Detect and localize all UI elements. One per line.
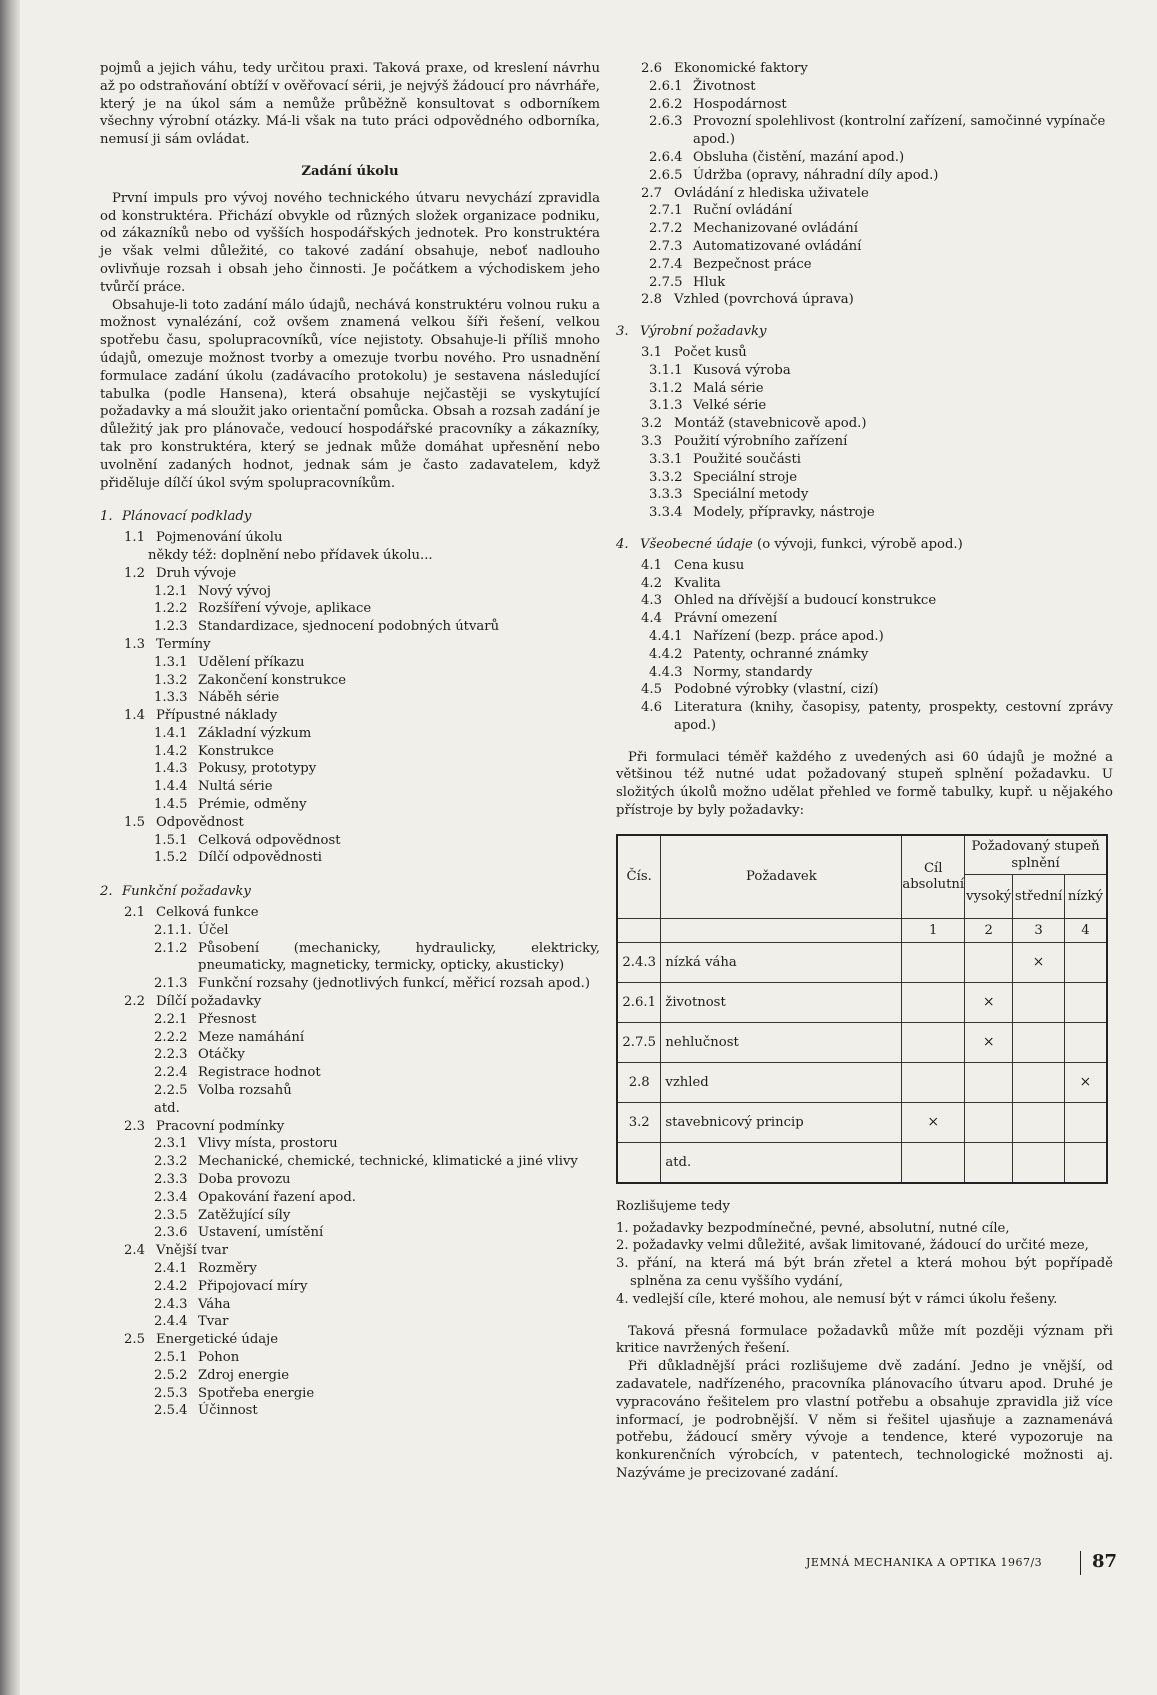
journal-footer: JEMNÁ MECHANIKA A OPTIKA 1967/3 (806, 1556, 1043, 1569)
page-number: 87 (1092, 1551, 1118, 1572)
list-item: 2.4.1 Rozměry (154, 1261, 257, 1276)
list-item: 2.2.3 Otáčky (154, 1047, 245, 1063)
check-mark: × (1013, 943, 1064, 983)
row-requirement: životnost (661, 983, 902, 1023)
list-item: 2.5.2 Zdroj energie (154, 1367, 289, 1383)
list-item: 2.7.2 Mechanizované ovládání (649, 221, 858, 237)
list-item: 2.4 Vnější tvar (124, 1243, 229, 1259)
check-mark: × (965, 1023, 1013, 1063)
table-row (617, 1143, 1107, 1183)
list-item: 3.3.1 Použité součásti (649, 451, 801, 467)
paragraph: Při důkladnější práci rozlišujeme dvě zadání. Jedno je vnější, od zadavatele, nadřízeného, pracovníka plánovacího útvaru apod. Druhé je vypracováno řešitelem pro vlastní potřebu a obsahuje zpravidla již více informací, je podrobnější. V něm si řešitel ujasňuje a zaznamenává potřebu, žádoucí směry vývoje a tendence, které vypozoruje na konkurenčních výrobcích, v patentech, technologické možnosti aj. Nazýváme je precizované zadání. (616, 1359, 1113, 1482)
right-column (616, 60, 1113, 1483)
list-note: někdy též: doplnění nebo přídavek úkolu... (148, 547, 433, 563)
requirements-table (616, 834, 1108, 1184)
list-item: 4.3 Ohled na dřívější a budoucí konstrukce (641, 593, 937, 609)
list-item: 4.4.3 Normy, standardy (649, 664, 813, 680)
row-number: 3.2 (617, 1103, 661, 1143)
row-requirement: nehlučnost (661, 1023, 902, 1063)
table-row (617, 983, 1107, 1023)
list-item: 2.7.5 Hluk (649, 274, 726, 290)
list-item: 3.3.2 Speciální stroje (649, 469, 798, 485)
row-number: 2.7.5 (617, 1023, 661, 1063)
list-item: 2.7.3 Automatizované ovládání (649, 238, 862, 254)
header-stredni: střední (1013, 875, 1064, 919)
section-heading: Zadání úkolu (301, 163, 399, 179)
cell (661, 919, 902, 943)
list-item: 1.1 Pojmenování úkolu (124, 530, 283, 546)
row-number: 2.8 (617, 1063, 661, 1103)
list-item: 1.3.3 Náběh série (154, 690, 280, 706)
list-item: 1.3.2 Zakončení konstrukce (154, 672, 347, 688)
list-item: 2.3.3 Doba provozu (154, 1172, 291, 1188)
col-number: 3 (1013, 919, 1064, 943)
list-item: 2.6.5 Údržba (opravy, náhradní díly apod.) (649, 167, 939, 183)
list-item: 2.3.2 Mechanické, chemické, technické, klimatické a jiné vlivy (154, 1154, 578, 1170)
list-section-2: 2. Funkční požadavky (100, 884, 251, 900)
list-item: 2.7.4 Bezpečnost práce (649, 256, 812, 272)
list-note: atd. (154, 1100, 180, 1116)
list-item: 2.2.2 Meze namáhání (154, 1029, 305, 1045)
left-column (100, 60, 600, 1420)
paragraph: První impuls pro vývoj nového technického útvaru nevychází zpravidla od konstruktéra. Přichází obvykle od různých složek organizace podniku, od zákazníků nebo od vyšších hospodářských jednotek. Pro konstruktéra je však velmi důležité, co takové zadání obsahuje, neboť nadlouho ovlivňuje rozsah i obsah jeho činnosti. Je počátkem a východiskem jeho tvůrčí práce. (100, 190, 600, 295)
list-section-3: 3. Výrobní požadavky (616, 324, 767, 340)
cell (617, 919, 661, 943)
list-item: 2.3.4 Opakování řazení apod. (154, 1189, 356, 1205)
footer-separator (1080, 1551, 1081, 1575)
list-item: 2.1.2 Působení (mechanicky, hydraulicky, elektricky, pneumaticky, magneticky, termicky, opticky, akusticky) (154, 940, 600, 974)
list-section-1: 1. Plánovací podklady (100, 509, 252, 525)
list-item: 3.1 Počet kusů (641, 344, 747, 360)
header-cil: Cíl absolutní (902, 835, 965, 919)
header-stupen: Požadovaný stupeň splnění (965, 835, 1107, 875)
list-item: 4.4.1 Nařízení (bezp. práce apod.) (649, 628, 884, 644)
col-number: 4 (1064, 919, 1107, 943)
list-item: 2.2.4 Registrace hodnot (154, 1065, 321, 1081)
list-item: 1.4 Přípustné náklady (124, 708, 278, 724)
list-item: 2.1.3 Funkční rozsahy (jednotlivých funkcí, měřicí rozsah apod.) (154, 976, 590, 992)
list-item: 1.3.1 Udělení příkazu (154, 654, 305, 670)
intro-paragraph: pojmů a jejich váhu, tedy určitou praxi. Taková praxe, od kreslení návrhu až po odstraňování obtíží v ověřovací sérii, je nejvýš žádoucí pro návrháře, který je na úkol sám a nemůže průběžně konsultovat s odborníkem všechny výrobní otázky. Má-li však na tuto práci odpovědného odborníka, nemusí ji sám ovládat. (100, 61, 600, 148)
list-item: 3.1.2 Malá série (649, 380, 764, 396)
list-item: 4.1 Cena kusu (641, 557, 745, 573)
list-item: 1.5 Odpovědnost (124, 814, 244, 830)
list-item: 2.6.1 Životnost (649, 78, 756, 94)
table-row (617, 943, 1107, 983)
list-item: 2.5.1 Pohon (154, 1349, 240, 1365)
list-item: 3.3.4 Modely, přípravky, nástroje (649, 505, 875, 521)
row-requirement: stavebnicový princip (661, 1103, 902, 1143)
row-number: 2.4.3 (617, 943, 661, 983)
list-item: 2.4.2 Připojovací míry (154, 1278, 308, 1294)
list-item: 4. vedlejší cíle, které mohou, ale nemusí být v rámci úkolu řešeny. (616, 1291, 1058, 1307)
list-item: 1.2.3 Standardizace, sjednocení podobných útvarů (154, 619, 500, 635)
col-number: 1 (902, 919, 965, 943)
check-mark: × (902, 1103, 965, 1143)
list-item: 2.6.3 Provozní spolehlivost (kontrolní zařízení, samočinné vypínače apod.) (649, 114, 1106, 148)
paragraph: Při formulaci téměř každého z uvedených asi 60 údajů je možné a většinou též nutné udat požadovaný stupeň splnění požadavku. U složitých úkolů možno udělat přehled ve formě tabulky, kupř. u nějakého přístroje by byly požadavky: (616, 749, 1113, 819)
list-item: 2.1.1. Účel (154, 922, 229, 938)
paragraph-label: Rozlišujeme tedy (616, 1198, 730, 1214)
list-item: 2.2 Dílčí požadavky (124, 994, 262, 1010)
header-cis: Čís. (617, 835, 661, 919)
list-item: 2.5 Energetické údaje (124, 1332, 279, 1348)
list-item: 3.2 Montáž (stavebnicově apod.) (641, 416, 867, 432)
list-item: 2.6.2 Hospodárnost (649, 96, 787, 112)
list-item: 1.2.2 Rozšíření vývoje, aplikace (154, 601, 372, 617)
list-item: 1.4.5 Prémie, odměny (154, 797, 307, 813)
list-item: 2. požadavky velmi důležité, avšak limitované, žádoucí do určité meze, (616, 1238, 1089, 1254)
row-number (617, 1143, 661, 1183)
list-item: 2.7 Ovládání z hlediska uživatele (641, 185, 869, 201)
row-requirement: atd. (661, 1143, 902, 1183)
list-item: 2.5.4 Účinnost (154, 1403, 258, 1419)
list-item: 3.3.3 Speciální metody (649, 487, 809, 503)
list-item: 4.4.2 Patenty, ochranné známky (649, 646, 869, 662)
list-item: 2.2.1 Přesnost (154, 1011, 257, 1027)
table-row (617, 1103, 1107, 1143)
header-nizky: nízký (1064, 875, 1107, 919)
list-item: 1.2.1 Nový vývoj (154, 583, 271, 599)
list-item: 4.5 Podobné výrobky (vlastní, cizí) (641, 682, 879, 698)
list-item: 1.5.1 Celková odpovědnost (154, 832, 341, 848)
check-mark: × (965, 983, 1013, 1023)
row-number: 2.6.1 (617, 983, 661, 1023)
list-item: 1.4.3 Pokusy, prototypy (154, 761, 317, 777)
header-pozadavek: Požadavek (661, 835, 902, 919)
list-item: 3.1.1 Kusová výroba (649, 362, 791, 378)
list-item: 2.1 Celková funkce (124, 905, 259, 921)
list-item: 3. přání, na která má být brán zřetel a která mohou být popřípadě splněna za cenu vyššího vydání, (616, 1256, 1113, 1290)
list-item: 1.4.4 Nultá série (154, 779, 273, 795)
page-shadow-edge (0, 0, 20, 1695)
list-item: 2.3 Pracovní podmínky (124, 1118, 285, 1134)
list-item: 2.7.1 Ruční ovládání (649, 203, 793, 219)
list-item: 2.3.1 Vlivy místa, prostoru (154, 1136, 338, 1152)
check-mark: × (1064, 1063, 1107, 1103)
table-row (617, 1023, 1107, 1063)
list-item: 1.2 Druh vývoje (124, 565, 237, 581)
list-item: 4.2 Kvalita (641, 575, 721, 591)
list-item: 2.3.5 Zatěžující síly (154, 1207, 291, 1223)
list-item: 2.5.3 Spotřeba energie (154, 1385, 315, 1401)
distinction-list (616, 1220, 1113, 1309)
list-item: 3.1.3 Velké série (649, 398, 767, 414)
list-item: 2.4.3 Váha (154, 1296, 231, 1312)
list-item: 2.8 Vzhled (povrchová úprava) (641, 292, 854, 308)
list-item: 4.4 Právní omezení (641, 611, 778, 627)
list-item: 2.6.4 Obsluha (čistění, mazání apod.) (649, 149, 905, 165)
list-item: 4.6 Literatura (knihy, časopisy, patenty, prospekty, cestovní zprávy apod.) (641, 700, 1113, 733)
list-item: 2.6 Ekonomické faktory (641, 61, 808, 76)
paragraph: Taková přesná formulace požadavků může mít později význam při kritice navržených řešení. (616, 1323, 1113, 1357)
paragraph: Obsahuje-li toto zadání málo údajů, nechává konstruktéru volnou ruku a možnost vynalézání, což ovšem znamená velkou šíři řešení, velkou spotřebu času, spolupracovníků, více nejistoty. Obsahuje-li příliš mnoho údajů, omezuje možnost tvorby a omezuje tvorbu nového. Pro usnadnění formulace zadání úkolu (zadávacího protokolu) je sestavena následující tabulka (podle Hansena), která obsahuje nejčastěji se vyskytující požadavky a má sloužit jako orientační pomůcka. Obsah a rozsah zadání je důležitý jak pro plánovače, vedoucí hospodářské pracovníky a zákazníky, tak pro konstruktéra, který se jednak může domáhat upřesnění nebo uvolnění zadaných hodnot, jednak sám je často zadavatelem, když přiděluje dílčí úkol svým spolupracovníkům. (100, 297, 600, 491)
list-item: 2.2.5 Volba rozsahů (154, 1083, 292, 1099)
list-item: 1.4.2 Konstrukce (154, 743, 274, 759)
table-row (617, 1063, 1107, 1103)
row-requirement: vzhled (661, 1063, 902, 1103)
list-item: 1.4.1 Základní výzkum (154, 725, 312, 741)
list-item: 2.3.6 Ustavení, umístění (154, 1225, 324, 1241)
col-number: 2 (965, 919, 1013, 943)
list-item: 3.3 Použití výrobního zařízení (641, 433, 848, 449)
list-item: 1. požadavky bezpodmínečné, pevné, absolutní, nutné cíle, (616, 1220, 1010, 1236)
list-item: 2.4.4 Tvar (154, 1314, 229, 1330)
list-section-4: 4. Všeobecné údaje (o vývoji, funkci, výrobě apod.) (616, 536, 963, 552)
header-vysoky: vysoký (965, 875, 1013, 919)
row-requirement: nízká váha (661, 943, 902, 983)
list-item: 1.5.2 Dílčí odpovědnosti (154, 850, 322, 866)
list-item: 1.3 Termíny (124, 636, 211, 652)
